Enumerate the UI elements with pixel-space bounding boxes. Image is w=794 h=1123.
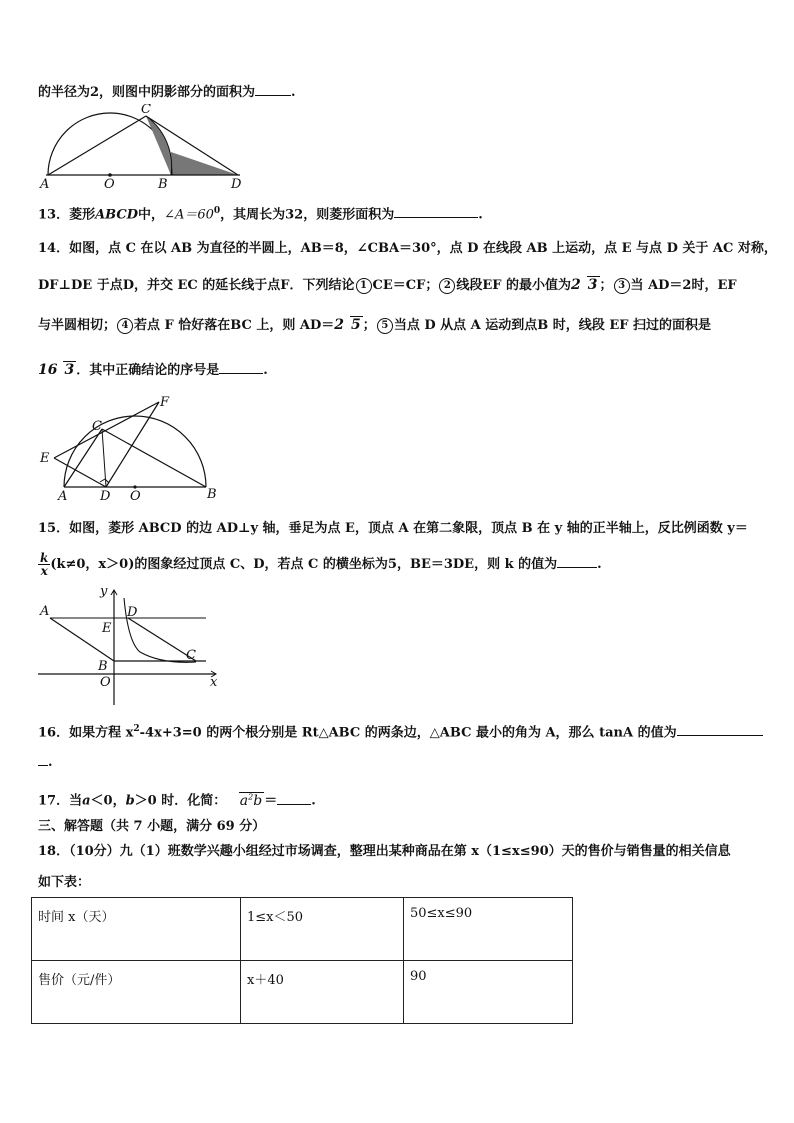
q14-line2c: 线段EF 的最小值为 bbox=[456, 278, 572, 293]
q16-line1a: 16．如果方程 x bbox=[38, 725, 134, 741]
q17-gt: ＞0 时．化简： bbox=[134, 793, 227, 809]
label-c: C bbox=[141, 104, 151, 117]
sqrt-a2b bbox=[231, 788, 264, 810]
sqrt-2root3 bbox=[571, 276, 600, 294]
q13-mid: 中， bbox=[138, 207, 165, 223]
label-e: E bbox=[102, 621, 112, 636]
q14-line1: 14．如图，点 C 在以 AB 为直径的半圆上，AB＝8，∠CBA＝30°，点 D 在线段 AB 上运动，点 E 与点 D 关于 AC 对称， bbox=[38, 241, 777, 256]
q17-end: . bbox=[311, 793, 316, 809]
answer-blank bbox=[394, 204, 478, 218]
q16-end: . bbox=[48, 755, 53, 770]
circled-5: 5 bbox=[377, 318, 393, 334]
q17-text bbox=[38, 788, 316, 811]
q12-end: . bbox=[291, 85, 296, 100]
radicand: 3 bbox=[587, 277, 598, 293]
q14-line2 bbox=[38, 276, 737, 295]
label-e: E bbox=[40, 451, 50, 466]
answer-blank bbox=[255, 82, 291, 96]
q13-degree: 0 bbox=[213, 206, 221, 216]
circled-3: 3 bbox=[614, 278, 630, 294]
q14-line4-text: ．其中正确结论的序号是 bbox=[76, 363, 220, 378]
q14-line2a: DF⊥DE 于点D，并交 EC 的延长线于点F．下列结论 bbox=[38, 278, 355, 293]
radicand-sup: 2 bbox=[248, 792, 254, 801]
q17-eq: ＝ bbox=[264, 793, 278, 809]
section-heading: 三、解答题（共 7 小题，满分 69 分） bbox=[38, 819, 266, 834]
label-d: D bbox=[231, 177, 242, 190]
label-d: D bbox=[127, 605, 138, 620]
q14-figure bbox=[34, 394, 234, 506]
radicand-a: a bbox=[239, 792, 249, 809]
coef: 2 bbox=[571, 277, 581, 293]
radicand-b: b bbox=[253, 792, 263, 809]
numerator: k bbox=[40, 551, 49, 565]
q15-figure bbox=[36, 582, 226, 707]
label-o: O bbox=[104, 177, 115, 190]
label-f: F bbox=[160, 395, 170, 410]
label-c: C bbox=[92, 419, 102, 434]
label-o: O bbox=[130, 489, 141, 504]
circled-4: 4 bbox=[117, 318, 133, 334]
label-c: C bbox=[186, 648, 196, 663]
label-x: x bbox=[210, 675, 218, 690]
segment-dc bbox=[102, 429, 106, 487]
label-d: D bbox=[100, 489, 111, 504]
label-a: A bbox=[58, 489, 68, 504]
table-cell: 售价（元/件） bbox=[32, 961, 241, 1024]
coef: 16 bbox=[38, 362, 58, 378]
var-a: a bbox=[82, 793, 91, 809]
answer-blank-cont bbox=[38, 752, 48, 766]
q15-line2 bbox=[38, 552, 602, 577]
table-cell: 1≤x＜50 bbox=[241, 898, 404, 961]
q18-line2: 如下表： bbox=[38, 875, 91, 890]
q17-prefix: 17．当 bbox=[38, 793, 83, 809]
label-o: O bbox=[100, 675, 111, 690]
coef: 2 bbox=[334, 317, 345, 333]
label-a: A bbox=[40, 604, 50, 619]
semicircle bbox=[64, 416, 206, 487]
shaded-region bbox=[171, 152, 238, 175]
q16-sup: 2 bbox=[133, 724, 140, 734]
sqrt-2root5 bbox=[334, 316, 363, 334]
q13-angle: ∠A＝60 bbox=[164, 207, 214, 223]
q13-end: . bbox=[478, 207, 483, 223]
segment-cb bbox=[102, 429, 206, 487]
var-b: b bbox=[125, 793, 135, 809]
chord-ac bbox=[48, 116, 146, 175]
q15-line2-text: (k≠0，x＞0)的图象经过顶点 C、D，若点 C 的横坐标为5，BE＝3DE，则 k 的值为 bbox=[50, 557, 558, 572]
sqrt-16root3 bbox=[38, 361, 76, 379]
radicand: 5 bbox=[351, 317, 361, 333]
fraction-k-over-x bbox=[38, 552, 50, 577]
price-table bbox=[31, 897, 573, 1024]
q13-abcd: ABCD bbox=[95, 207, 139, 223]
q14-line3d: 当点 D 从点 A 运动到点B 时，线段 EF 扫过的面积是 bbox=[393, 318, 711, 333]
table-cell: 50≤x≤90 bbox=[404, 898, 573, 961]
answer-blank bbox=[219, 360, 263, 374]
answer-blank bbox=[277, 791, 311, 805]
q14-line3 bbox=[38, 316, 711, 335]
table-cell: 90 bbox=[404, 961, 573, 1024]
label-b: B bbox=[98, 659, 108, 674]
q13-prefix: 13．菱形 bbox=[38, 207, 96, 223]
q12-text bbox=[38, 82, 296, 102]
q14-line4 bbox=[38, 360, 268, 380]
q14-end: . bbox=[263, 363, 268, 378]
q16-line2 bbox=[38, 752, 53, 772]
q14-line3c: ； bbox=[362, 318, 376, 333]
answer-blank bbox=[677, 722, 763, 736]
denominator: x bbox=[40, 564, 48, 578]
radicand: 3 bbox=[64, 362, 75, 378]
q16-line1b: -4x+3=0 的两个根分别是 Rt△ABC 的两条边，△ABC 最小的角为 A，那么 tanA 的值为 bbox=[139, 725, 677, 741]
answer-blank bbox=[557, 554, 597, 568]
q13-suffix: ，其周长为32，则菱形面积为 bbox=[220, 207, 395, 223]
table-cell: 时间 x（天） bbox=[32, 898, 241, 961]
q15-end: . bbox=[597, 557, 602, 572]
circled-1: 1 bbox=[356, 278, 372, 294]
right-angle-mark bbox=[100, 479, 109, 483]
segment-df bbox=[106, 402, 159, 487]
q14-line3b: 若点 F 恰好落在BC 上，则 AD＝ bbox=[134, 318, 335, 333]
q15-line1: 15．如图，菱形 ABCD 的边 AD⊥y 轴，垂足为点 E，顶点 A 在第二象限，顶点 B 在 y 轴的正半轴上，反比例函数 y＝ bbox=[38, 521, 748, 536]
q14-line2d: ； bbox=[599, 278, 613, 293]
q14-line2b: CE＝CF； bbox=[372, 278, 439, 293]
table-cell: x＋40 bbox=[241, 961, 404, 1024]
q14-line2e: 当 AD＝2时，EF bbox=[630, 278, 737, 293]
circled-2: 2 bbox=[439, 278, 455, 294]
line-ef bbox=[54, 402, 159, 458]
label-y: y bbox=[100, 584, 108, 599]
q18-line1: 18．（10分）九（1）班数学兴趣小组经过市场调查，整理出某种商品在第 x（1≤x≤90）天的售价与销售量的相关信息 bbox=[38, 844, 731, 859]
label-a: A bbox=[40, 177, 50, 190]
q16-line1 bbox=[38, 720, 763, 742]
q12-stem: 的半径为2，则图中阴影部分的面积为 bbox=[38, 85, 256, 100]
q14-line3a: 与半圆相切； bbox=[38, 318, 117, 333]
q12-figure bbox=[38, 104, 248, 190]
table-row bbox=[32, 898, 573, 961]
table-row bbox=[32, 961, 573, 1024]
q13-text bbox=[38, 202, 483, 224]
q17-lt: ＜0， bbox=[90, 793, 126, 809]
label-b: B bbox=[207, 487, 217, 502]
label-b: B bbox=[158, 177, 168, 190]
